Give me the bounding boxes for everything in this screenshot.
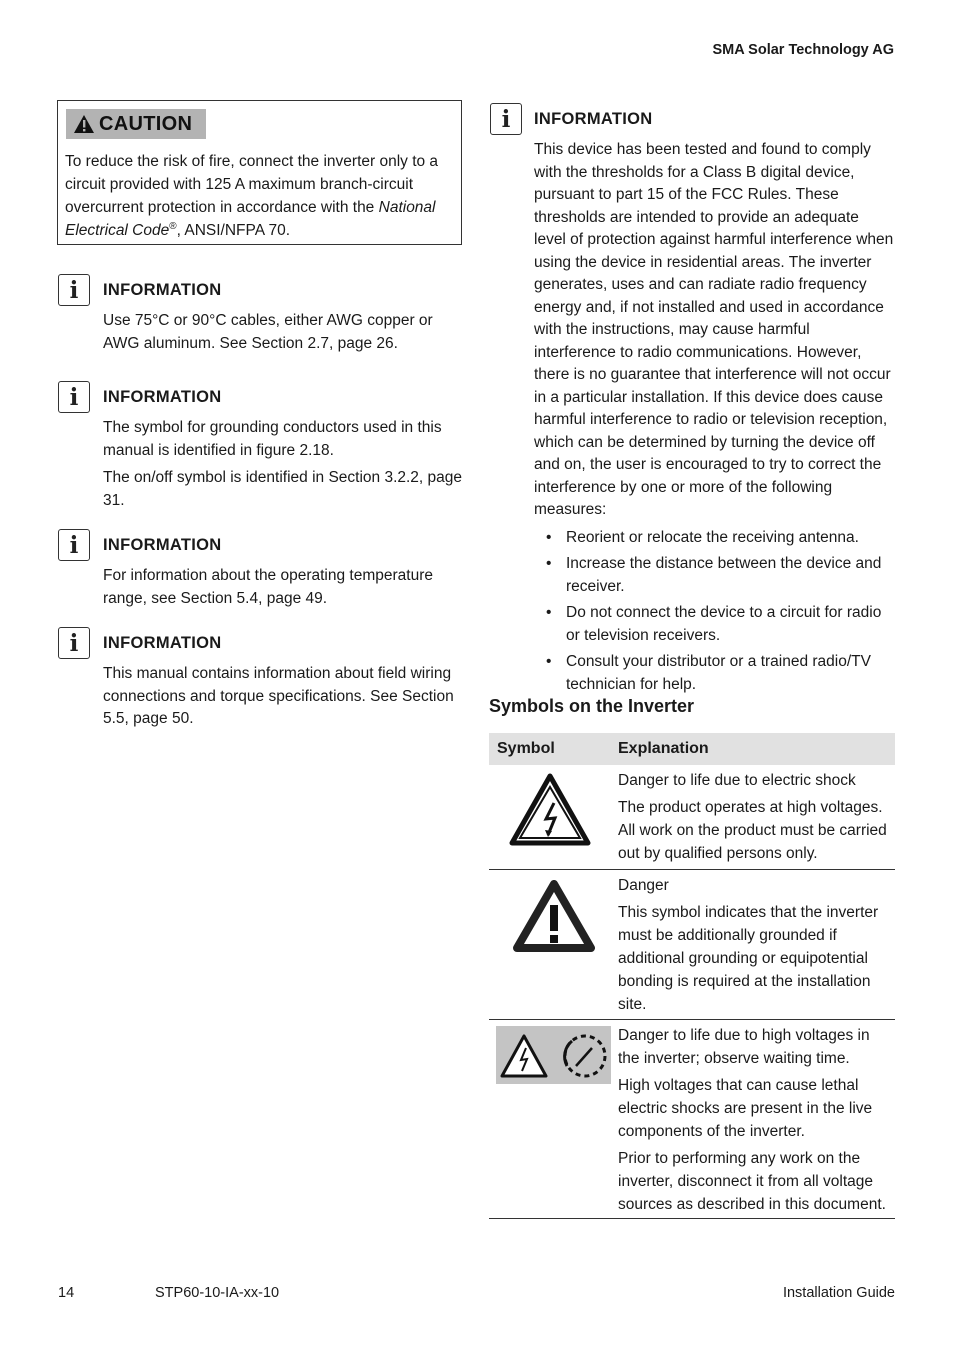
warning-triangle-icon [73,114,95,134]
info-icon: i [58,381,90,413]
danger-exclamation-icon [513,880,595,954]
info-text: The symbol for grounding conductors used in this manual is identified in figure 2.18. The on/off symbol is identified in Section 3.2.2, page 31. [103,419,463,509]
table-row: Danger to life due to electric shock The product operates at high voltages. All work on the product must be carried out by qualified persons only. [489,765,895,870]
info-text: For information about the operating temperature range, see Section 5.4, page 49. [103,567,433,607]
info-icon: i [58,529,90,561]
info-text: This manual contains information about field wiring connections and torque specifications. See Section 5.5, page 50. [103,665,454,727]
column-header-symbol: Symbol [497,740,555,757]
info-title: INFORMATION [103,281,222,299]
list-item: • Increase the distance between the device and receiver. [534,553,895,598]
voltage-waiting-time-icon [496,1026,611,1084]
section-heading: Symbols on the Inverter [489,696,695,716]
company-name: SMA Solar Technology AG [712,42,894,58]
column-header-explanation: Explanation [618,740,709,757]
list-item: • Do not connect the device to a circuit for radio or television receivers. [534,602,895,647]
document-type: Installation Guide [782,1285,895,1301]
measures-list [534,527,895,697]
info-text: Use 75°C or 90°C cables, either AWG copper or AWG aluminum. See Section 2.7, page 26. [103,312,433,352]
caution-header [66,109,206,139]
caution-title: CAUTION [99,112,193,135]
info-icon: i [58,274,90,306]
table-row: Danger to life due to high voltages in the inverter; observe waiting time. High voltages that can cause lethal electric shocks are present in the live components of the inverter. Prior to performing any work on the inverter, disconnect it from all voltage sources as described in this document. [489,1020,895,1219]
high-voltage-warning-icon [509,773,591,847]
info-title: INFORMATION [103,536,222,554]
info-icon: i [58,627,90,659]
info-title: INFORMATION [103,388,222,406]
info-title: INFORMATION [534,110,653,128]
caution-box [57,100,462,245]
symbols-table [489,733,895,1219]
info-title: INFORMATION [103,634,222,652]
caution-text: To reduce the risk of fire, connect the inverter only to a circuit provided with 125 A maximum branch-circuit overcurrent protection in accordance with the National Electrical Code®, ANSI/NFPA 70. [65,153,439,239]
table-row: Danger This symbol indicates that the inverter must be additionally grounded if additional grounding or equipotential bonding is required at the installation site. [489,870,895,1020]
fcc-info-text: This device has been tested and found to comply with the thresholds for a Class B digital device, pursuant to part 15 of the FCC Rules. These thresholds are intended to provide an adequate level of protection against harmful interference when using the device in residential areas. The inverter generates, uses and can radiate radio frequency energy and, if not installed and used in accordance with the instructions, may cause harmful interference to radio communications. However, there is no guarantee that interference will not occur in a particular installation. If this device does cause harmful interference to radio or television reception, which can be determined by turning the device off and on, the user is encouraged to try to correct the interference by one or more of the following measures: • Reorient or relocate the receiving antenna. • Increase the distance between the device and receiver. • Do not connect the device to a circuit for radio or television receivers. • Consult your distributor or a trained radio/TV technician for help. [534,139,895,700]
table-header [489,733,895,765]
list-item: • Reorient or relocate the receiving antenna. [534,527,895,550]
document-id: STP60-10-IA-xx-10 [155,1285,280,1301]
info-icon: i [490,103,522,135]
list-item: • Consult your distributor or a trained radio/TV technician for help. [534,651,895,696]
page-number: 14 [58,1285,75,1301]
